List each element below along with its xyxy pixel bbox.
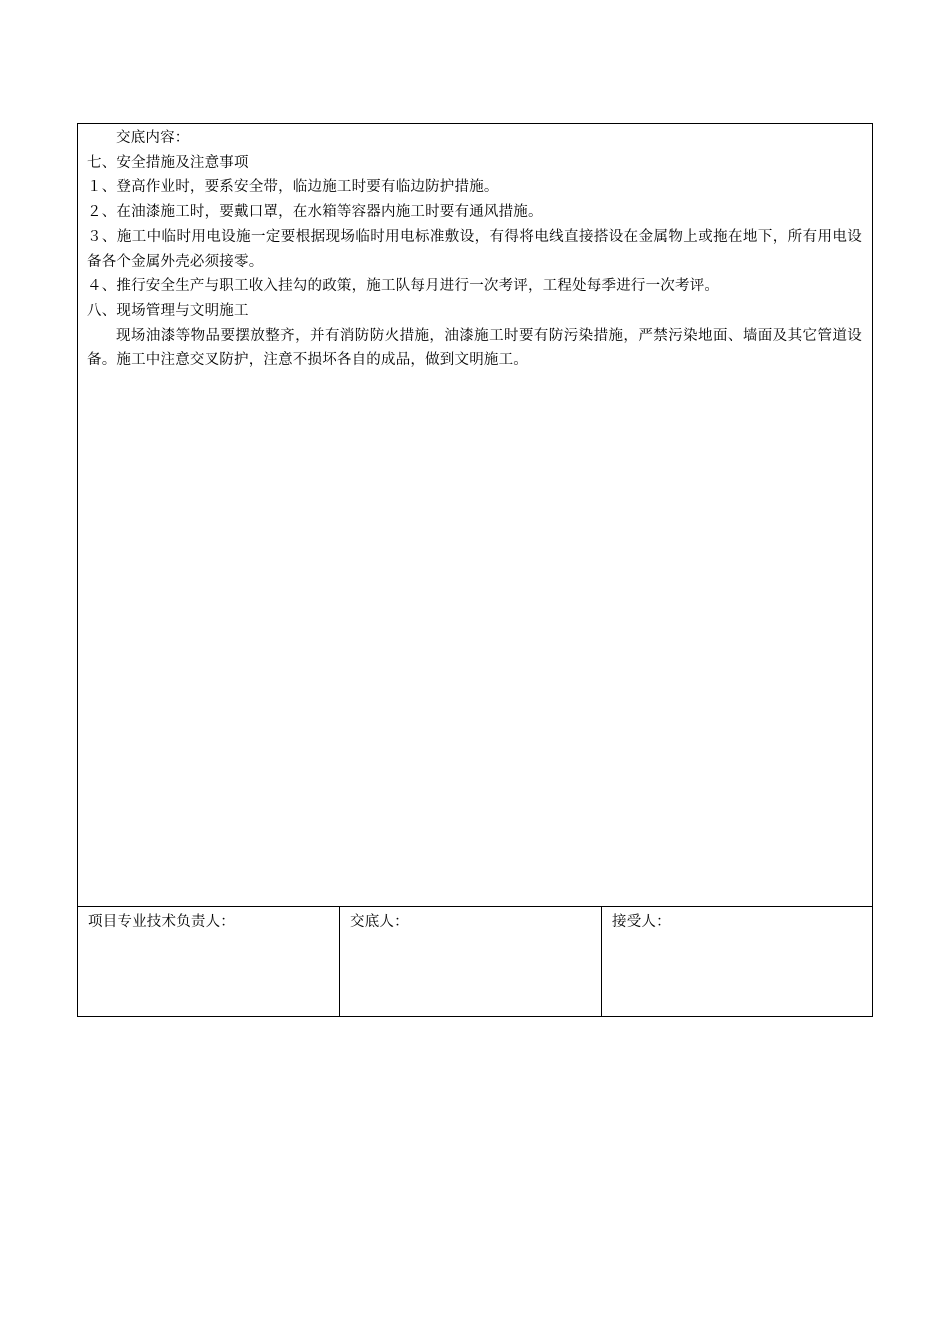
receiver-label: 接受人： [612,914,671,930]
section-7-item-3: ３、施工中临时用电设施一定要根据现场临时用电标准敷设，有得将电线直接搭设在金属物上或拖在地下，所有用电设备各个金属外壳必须接零。 [87,228,862,270]
receiver-signature-cell [602,907,872,1016]
signature-row [78,907,872,1016]
disclosure-form [77,123,873,1017]
section-7-item-1: １、登高作业时，要系安全带，临边施工时要有临边防护措施。 [87,179,499,196]
discloser-label: 交底人： [350,914,409,930]
section-8-title: 八、现场管理与文明施工 [87,302,249,319]
section-7-item-2: ２、在油漆施工时，要戴口罩，在水箱等容器内施工时要有通风措施。 [87,204,543,221]
tech-lead-signature-cell [78,907,340,1016]
content-header: 交底内容： [116,130,190,146]
tech-lead-label: 项目专业技术负责人： [88,914,235,930]
section-7-item-4: ４、推行安全生产与职工收入挂勾的政策，施工队每月进行一次考评，工程处每季进行一次考评。 [87,278,720,295]
discloser-signature-cell [340,907,602,1016]
section-7-title: 七、安全措施及注意事项 [87,154,249,171]
section-8-body: 现场油漆等物品要摆放整齐，并有消防防火措施，油漆施工时要有防污染措施，严禁污染地面、墙面及其它管道设备。施工中注意交叉防护，注意不损坏各自的成品，做到文明施工。 [87,327,862,369]
disclosure-content-cell [78,124,872,907]
